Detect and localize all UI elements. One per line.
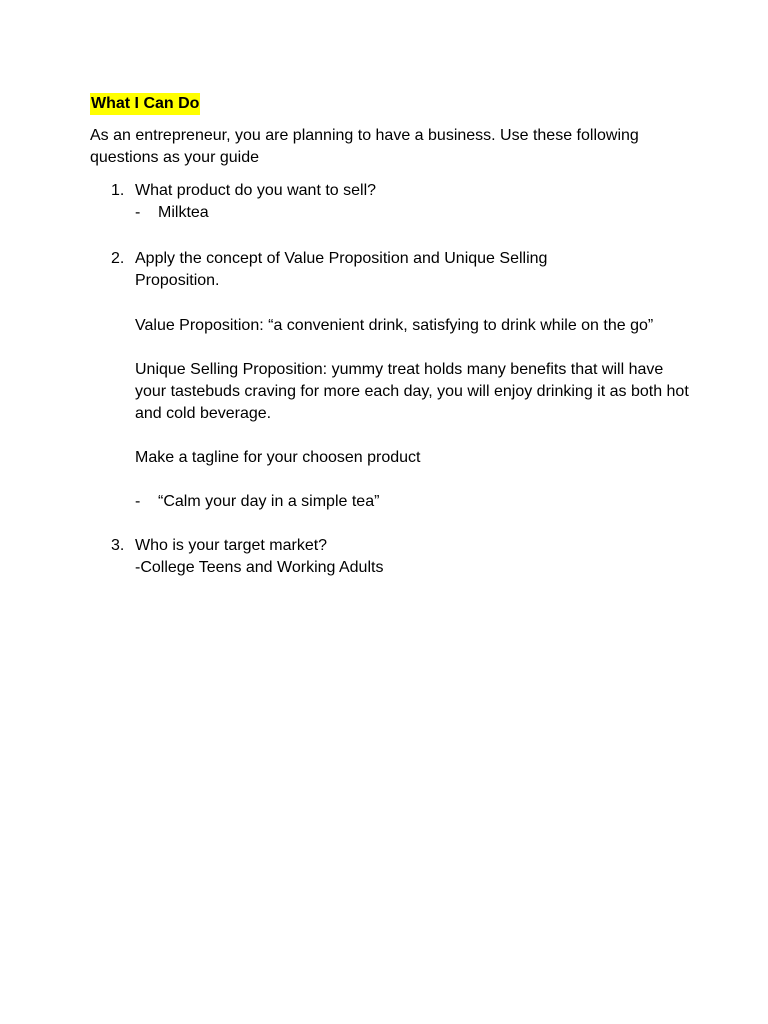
intro-paragraph: As an entrepreneur, you are planning to have a business. Use these following questions as your guide [90,127,639,166]
question-2 [90,248,690,513]
section-heading: What I Can Do [90,93,200,115]
answer-line [135,202,690,224]
document-page [90,93,690,579]
question-1 [90,180,690,224]
answer-text: Milktea [158,204,209,221]
value-proposition: Value Proposition: “a convenient drink, satisfying to drink while on the go” [135,317,654,334]
dash-bullet: - [135,493,141,510]
question-number: 3. [111,537,125,554]
dash-bullet: - [135,204,141,221]
question-3 [90,535,690,579]
question-text: Who is your target market? [135,537,328,554]
unique-selling-proposition: Unique Selling Proposition: yummy treat holds many benefits that will have your tastebuds craving for more each day, you will enjoy drinking it as both hot and cold beverage. [135,361,689,422]
tagline-text: “Calm your day in a simple tea” [158,493,380,510]
tagline-prompt: Make a tagline for your choosen product [135,449,421,466]
question-number: 1. [111,182,125,199]
answer-text: -College Teens and Working Adults [135,559,384,576]
tagline-line [135,491,690,513]
question-text: What product do you want to sell? [135,182,377,199]
question-text: Apply the concept of Value Proposition and Unique Selling Proposition. [135,250,548,289]
question-number: 2. [111,250,125,267]
